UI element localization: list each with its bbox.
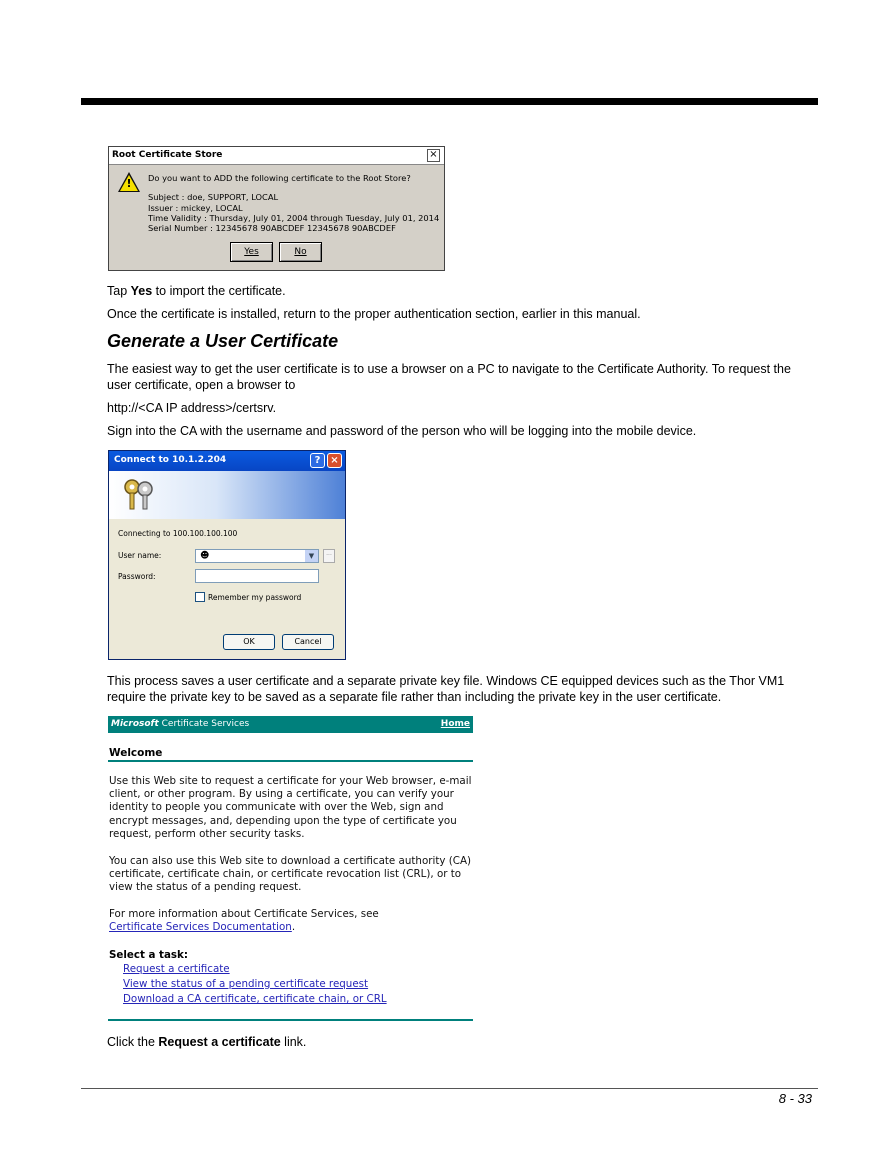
tap-prefix: Tap bbox=[107, 284, 131, 298]
cs-para-3-text: For more information about Certificate Services, see bbox=[109, 908, 379, 920]
help-button[interactable]: ? bbox=[310, 453, 325, 468]
root-certificate-dialog bbox=[108, 146, 445, 271]
dialog-titlebar bbox=[109, 147, 444, 165]
cert-serial: Serial Number : 12345678 90ABCDEF 12345678 90ABCDEF bbox=[148, 223, 396, 233]
remember-label: Remember my password bbox=[208, 593, 302, 602]
easiest-way-text: The easiest way to get the user certificate is to use a browser on a PC to navigate to the Certificate Authority. To request the user certificate, open a browser to bbox=[107, 362, 791, 392]
username-label: User name: bbox=[118, 551, 162, 560]
dialog-title: Connect to 10.1.2.204 bbox=[114, 455, 227, 465]
cert-subject: Subject : doe, SUPPORT, LOCAL bbox=[148, 192, 279, 202]
welcome-heading: Welcome bbox=[109, 747, 163, 759]
cs-para-3-end: . bbox=[291, 921, 296, 934]
dialog-titlebar bbox=[109, 451, 345, 471]
dialog-title: Root Certificate Store bbox=[112, 150, 223, 160]
cert-issuer: Issuer : mickey, LOCAL bbox=[148, 203, 243, 213]
password-label: Password: bbox=[118, 572, 156, 581]
cs-para-2: You can also use this Web site to download a certificate authority (CA) certificate, certificate chain, or certificate revocation list (CRL), or to view the status of a pending request. bbox=[109, 855, 472, 894]
close-button[interactable]: × bbox=[427, 149, 440, 162]
request-certificate-link[interactable]: Request a certificate bbox=[123, 963, 230, 975]
certificate-services-page bbox=[108, 716, 473, 1022]
sign-in-text: Sign into the CA with the username and password of the person who will be logging into the mobile device. bbox=[107, 424, 697, 438]
cs-para-3 bbox=[109, 908, 473, 934]
chevron-down-icon[interactable]: ▼ bbox=[305, 550, 318, 562]
password-field[interactable] bbox=[195, 569, 319, 583]
documentation-link[interactable]: Certificate Services Documentation bbox=[109, 921, 292, 934]
click-suffix: link. bbox=[280, 1035, 307, 1049]
user-icon: ☻ bbox=[200, 551, 210, 561]
keys-icon bbox=[121, 477, 157, 511]
yes-button[interactable]: Yes bbox=[230, 242, 273, 262]
connect-dialog bbox=[108, 450, 346, 660]
cs-brand-bold: Microsoft bbox=[111, 719, 159, 729]
tap-bold: Yes bbox=[130, 284, 153, 298]
click-bold: Request a certificate bbox=[158, 1035, 281, 1049]
cs-brand-rest: Certificate Services bbox=[158, 719, 250, 729]
username-dropdown[interactable] bbox=[195, 549, 319, 563]
welcome-divider bbox=[108, 760, 473, 762]
cs-brand bbox=[111, 719, 249, 729]
bottom-rule bbox=[81, 1088, 818, 1089]
cert-validity: Time Validity : Thursday, July 01, 2004 through Tuesday, July 01, 2014 bbox=[148, 213, 440, 223]
view-status-link[interactable]: View the status of a pending certificate request bbox=[123, 978, 369, 990]
cancel-button[interactable]: Cancel bbox=[282, 634, 334, 650]
tap-yes-instruction bbox=[107, 283, 817, 299]
once-installed-text: Once the certificate is installed, return to the proper authentication section, earlier in this manual. bbox=[107, 307, 641, 321]
download-ca-link[interactable]: Download a CA certificate, certificate chain, or CRL bbox=[123, 993, 387, 1005]
cs-para-1: Use this Web site to request a certificate for your Web browser, e-mail client, or other program. By using a certificate, you can verify your identity to people you communicate with over the Web, sign and encrypt messages, and, depending upon the type of certificate you request, perform other security tasks. bbox=[109, 775, 472, 840]
warning-icon-mark: ! bbox=[126, 177, 132, 190]
cs-header-bar bbox=[108, 716, 473, 733]
tap-suffix: to import the certificate. bbox=[152, 284, 286, 298]
section-heading: Generate a User Certificate bbox=[107, 331, 339, 351]
process-text: This process saves a user certificate and a separate private key file. Windows CE equipped devices such as the Thor VM1 require the private key to be saved as a separate file rather than including the private key in the user certificate. bbox=[107, 674, 785, 704]
page-number: 8 - 33 bbox=[778, 1091, 812, 1106]
select-task-label: Select a task: bbox=[109, 949, 189, 961]
certsrv-url: http://<CA IP address>/certsrv. bbox=[107, 401, 277, 415]
dialog-question: Do you want to ADD the following certificate to the Root Store? bbox=[148, 173, 411, 183]
home-link[interactable]: Home bbox=[440, 719, 470, 729]
bottom-divider bbox=[108, 1019, 473, 1021]
top-rule bbox=[81, 98, 818, 105]
ok-button[interactable]: OK bbox=[223, 634, 275, 650]
click-request-instruction bbox=[107, 1034, 817, 1050]
browse-button[interactable]: ... bbox=[323, 549, 335, 563]
remember-checkbox[interactable] bbox=[195, 592, 205, 602]
no-button[interactable]: No bbox=[279, 242, 322, 262]
click-prefix: Click the bbox=[107, 1035, 159, 1049]
close-button[interactable]: × bbox=[327, 453, 342, 468]
connecting-text: Connecting to 100.100.100.100 bbox=[118, 529, 238, 538]
